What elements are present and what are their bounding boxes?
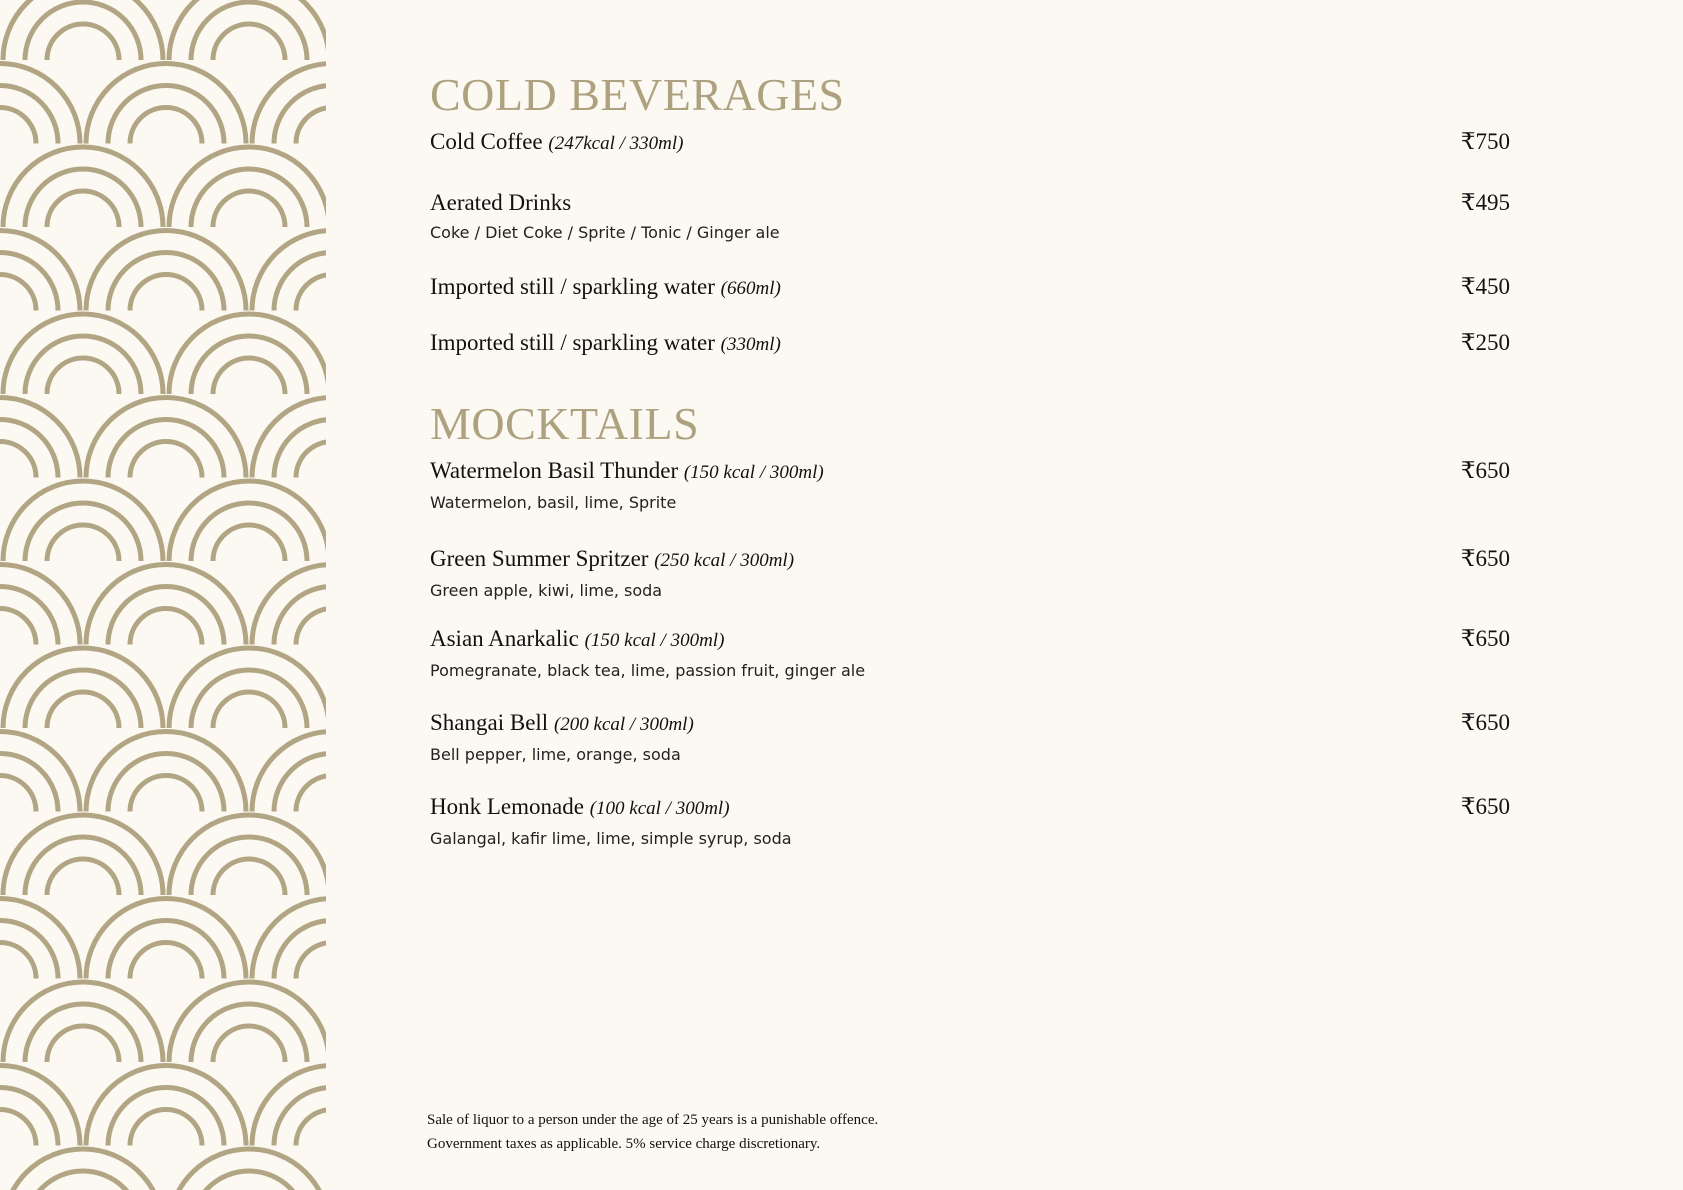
item-name: Green Summer Spritzer [430, 546, 649, 571]
section-title-cold-beverages: COLD BEVERAGES [430, 69, 845, 120]
menu-item [430, 457, 1510, 512]
menu-item [430, 545, 1510, 600]
item-name-line [430, 329, 1510, 359]
item-price: ₹650 [1460, 626, 1510, 651]
scallop-arches-path [0, 0, 326, 1190]
item-description: Galangal, kafir lime, lime, simple syrup, soda [430, 829, 792, 848]
menu-item [430, 793, 1510, 848]
item-note: (150 kcal / 300ml) [584, 630, 725, 651]
item-price: ₹250 [1460, 330, 1510, 355]
menu-item [430, 709, 1510, 764]
item-name: Cold Coffee [430, 129, 543, 154]
item-price: ₹650 [1460, 458, 1510, 483]
item-name: Imported still / sparkling water [430, 330, 715, 355]
item-name-line [430, 709, 1510, 739]
item-note: (330ml) [720, 334, 781, 355]
item-name-line [430, 545, 1510, 575]
item-name: Imported still / sparkling water [430, 274, 715, 299]
footer-line-liquor: Sale of liquor to a person under the age of 25 years is a punishable offence. [427, 1112, 879, 1128]
item-description: Bell pepper, lime, orange, soda [430, 745, 681, 764]
item-note: (660ml) [720, 278, 781, 299]
item-price: ₹650 [1460, 710, 1510, 735]
item-name: Aerated Drinks [430, 190, 572, 215]
footer-line-taxes: Government taxes as applicable. 5% service charge discretionary. [427, 1136, 821, 1152]
item-price: ₹750 [1460, 129, 1510, 154]
menu-item [430, 329, 1510, 359]
item-name-line [430, 457, 1510, 487]
item-note: (247kcal / 330ml) [548, 133, 684, 154]
item-name: Honk Lemonade [430, 794, 584, 819]
item-name: Shangai Bell [430, 710, 549, 735]
scallop-arches-pattern-icon [0, 0, 326, 1190]
item-note: (100 kcal / 300ml) [589, 798, 730, 819]
footer-disclaimer [427, 1108, 878, 1156]
item-note: (150 kcal / 300ml) [683, 462, 824, 483]
item-description: Green apple, kiwi, lime, soda [430, 581, 663, 600]
item-name-line [430, 128, 1510, 158]
menu-item [430, 128, 1510, 158]
item-price: ₹650 [1460, 794, 1510, 819]
item-description: Watermelon, basil, lime, Sprite [430, 493, 677, 512]
item-price: ₹450 [1460, 274, 1510, 299]
item-description: Coke / Diet Coke / Sprite / Tonic / Ginger ale [430, 223, 780, 242]
item-note: (250 kcal / 300ml) [654, 550, 795, 571]
item-name-line [430, 273, 1510, 303]
menu-item [430, 189, 1510, 242]
menu-item [430, 273, 1510, 303]
section-title-mocktails: MOCKTAILS [430, 398, 700, 449]
item-name-line [430, 625, 1510, 655]
item-name: Watermelon Basil Thunder [430, 458, 679, 483]
item-price: ₹495 [1460, 190, 1510, 215]
item-price: ₹650 [1460, 546, 1510, 571]
item-note: (200 kcal / 300ml) [553, 714, 694, 735]
item-description: Pomegranate, black tea, lime, passion fruit, ginger ale [430, 661, 866, 680]
item-name: Asian Anarkalic [430, 626, 579, 651]
item-name-line [430, 189, 1510, 217]
item-name-line [430, 793, 1510, 823]
menu-item [430, 625, 1510, 680]
